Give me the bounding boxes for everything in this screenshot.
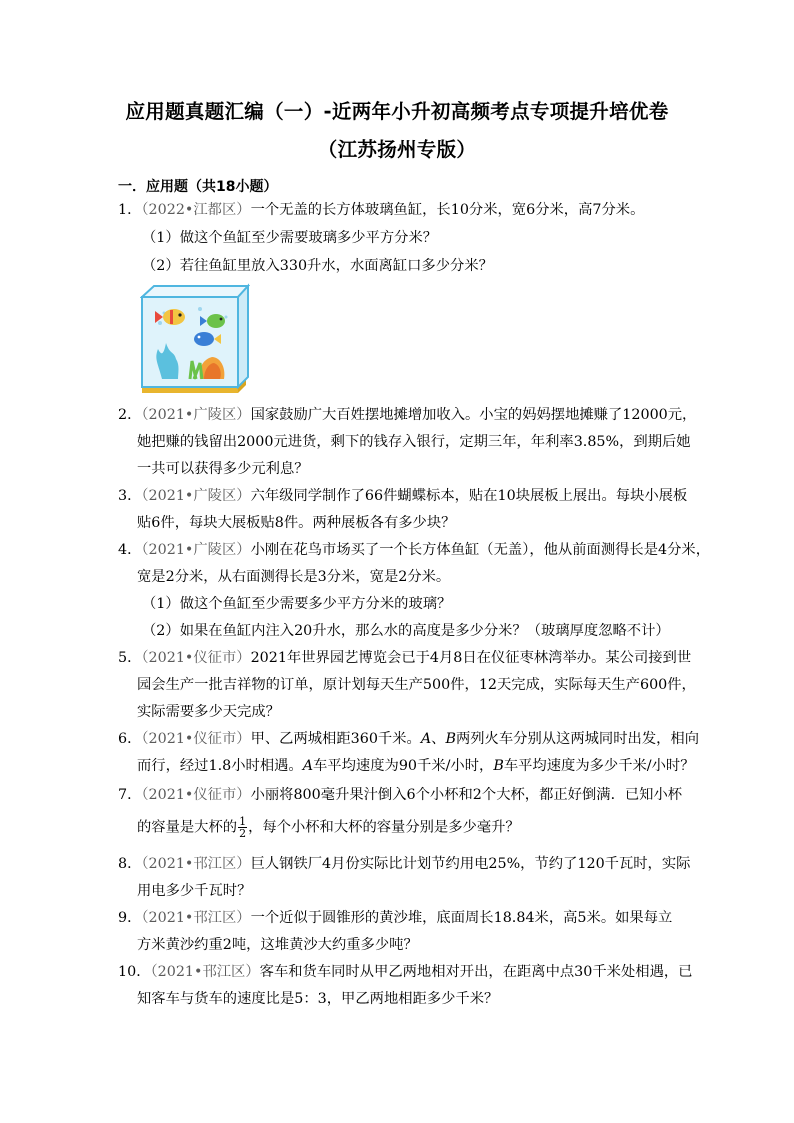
- question-2: 2．（2021•广陵区）国家鼓励广大百姓摆地摊增加收入。小宝的妈妈摆地摊赚了12000元，: [118, 407, 697, 423]
- question-4-part-1: （1）做这个鱼缸至少需要多少平方分米的玻璃？: [142, 596, 452, 612]
- question-10: 10．（2021•邗江区）客车和货车同时从甲乙两地相对开出，在距离中点30千米处相遇，已: [118, 964, 693, 980]
- question-4: 4．（2021•广陵区）小刚在花鸟市场买了一个长方体鱼缸（无盖），他从前面测得长是4分米，: [118, 542, 711, 558]
- question-6: 6．（2021•仪征市）甲、乙两城相距360千米。A、B两列火车分别从这两城同时出发，相向: [118, 731, 700, 747]
- question-9: 9．（2021•邗江区）一个近似于圆锥形的黄沙堆，底面周长18.84米，高5米。如果每立: [118, 910, 673, 926]
- question-4-part-2: （2）如果在鱼缸内注入20升水，那么水的高度是多少分米？（玻璃厚度忽略不计）: [142, 623, 670, 639]
- document-title: 应用题真题汇编（一）-近两年小升初高频考点专项提升培优卷: [125, 100, 669, 123]
- question-4-line-2: 宽是2分米，从右面测得长是3分米，宽是2分米。: [137, 569, 451, 585]
- question-2-line-3: 一共可以获得多少元利息？: [137, 461, 309, 477]
- document-subtitle: （江苏扬州专版）: [317, 138, 477, 161]
- question-7: 7．（2021•仪征市）小丽将800毫升果汁倒入6个小杯和2个大杯，都正好倒满．已知小杯: [118, 787, 683, 803]
- question-1-part-2: （2）若往鱼缸里放入330升水，水面离缸口多少分米？: [142, 258, 493, 274]
- question-3: 3．（2021•广陵区）六年级同学制作了66件蝴蝶标本，贴在10块展板上展出。每块小展板: [118, 488, 688, 504]
- section-heading: 一．应用题（共18小题）: [118, 179, 278, 195]
- fish-tank-illustration: [140, 283, 250, 395]
- fraction-one-half: $\frac{1}{2}$: [239, 815, 247, 840]
- question-8-line-2: 用电多少千瓦时？: [137, 883, 252, 899]
- question-5-line-3: 实际需要多少天完成？: [137, 704, 280, 720]
- question-5-line-2: 园会生产一批吉祥物的订单，原计划每天生产500件，12天完成，实际每天生产600件，: [137, 677, 696, 693]
- question-1: 1．（2022•江都区）一个无盖的长方体玻璃鱼缸，长10分米，宽6分米，高7分米。: [118, 202, 645, 218]
- question-8: 8．（2021•邗江区）巨人钢铁厂4月份实际比计划节约用电25%，节约了120千瓦时，实际: [118, 856, 691, 872]
- question-3-line-2: 贴6件，每块大展板贴8件。两种展板各有多少块？: [137, 515, 456, 531]
- question-5: 5．（2021•仪征市）2021年世界园艺博览会已于4月8日在仪征枣林湾举办。某公司接到世: [118, 650, 692, 666]
- question-10-line-2: 知客车与货车的速度比是5：3，甲乙两地相距多少千米？: [137, 991, 499, 1007]
- question-6-line-2: 而行，经过1.8小时相遇。A车平均速度为90千米/小时，B车平均速度为多少千米/小时？: [137, 758, 695, 774]
- question-9-line-2: 方米黄沙约重2吨，这堆黄沙大约重多少吨？: [137, 937, 418, 953]
- question-2-line-2: 她把赚的钱留出2000元进货，剩下的钱存入银行，定期三年，年利率3.85%，到期后她: [137, 434, 691, 450]
- question-1-part-1: （1）做这个鱼缸至少需要玻璃多少平方分米？: [142, 230, 438, 246]
- question-7-line-2: 的容量是大杯的 $\frac{1}{2}$ ，每个小杯和大杯的容量分别是多少毫升？: [137, 815, 520, 840]
